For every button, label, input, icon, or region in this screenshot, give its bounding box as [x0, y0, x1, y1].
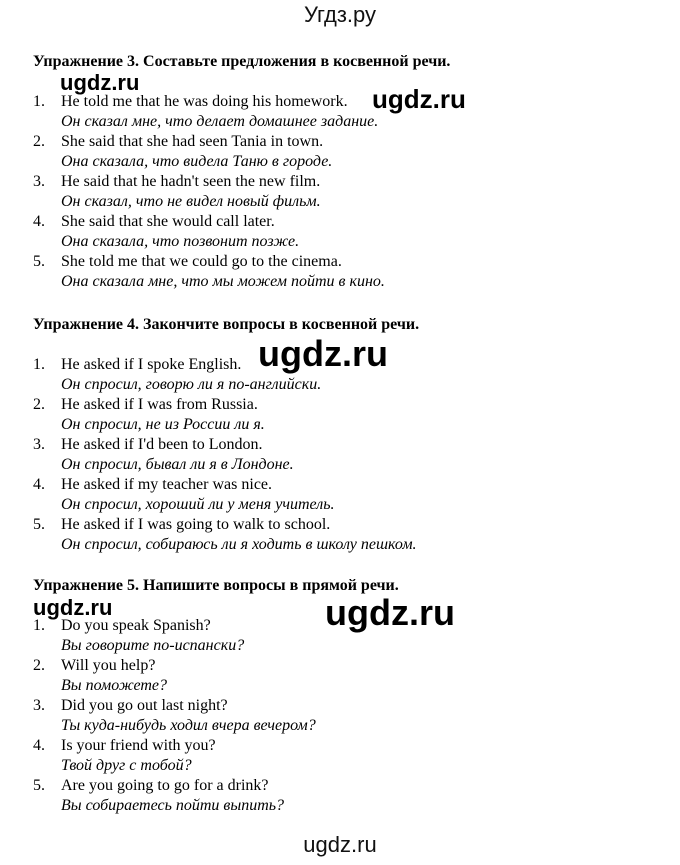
item-number: 3. [33, 173, 45, 190]
exercise-3 [33, 52, 653, 72]
russian-translation: Он сказал, что не видел новый фильм. [61, 193, 321, 210]
russian-translation: Она сказала мне, что мы можем пойти в кино. [61, 273, 385, 290]
list-item [33, 172, 653, 212]
item-number: 1. [33, 93, 45, 110]
russian-translation: Он сказал мне, что делает домашнее задание. [61, 113, 379, 130]
english-sentence: She said that she had seen Tania in town. [61, 133, 324, 150]
list-item [33, 92, 653, 132]
item-number: 1. [33, 617, 45, 634]
russian-translation: Вы говорите по-испански? [61, 637, 245, 654]
item-number: 3. [33, 436, 45, 453]
russian-translation: Он спросил, не из России ли я. [61, 416, 265, 433]
russian-translation: Вы собираетесь пойти выпить? [61, 797, 285, 814]
english-sentence: He told me that he was doing his homework. [61, 93, 348, 110]
english-sentence: Do you speak Spanish? [61, 617, 211, 634]
english-sentence: She said that she would call later. [61, 213, 275, 230]
item-number: 4. [33, 476, 45, 493]
list-item [33, 515, 653, 555]
exercise-4 [33, 315, 653, 335]
watermark: ugdz.ru [33, 595, 113, 620]
exercise-4-items [33, 355, 653, 555]
exercise-title: Упражнение 4. Закончите вопросы в косвенной речи. [33, 316, 420, 333]
watermark: ugdz.ru [325, 592, 455, 633]
item-number: 3. [33, 697, 45, 714]
item-number: 5. [33, 253, 45, 270]
english-sentence: Is your friend with you? [61, 737, 216, 754]
list-item [33, 475, 653, 515]
item-number: 2. [33, 396, 45, 413]
russian-translation: Твой друг с тобой? [61, 757, 192, 774]
list-item [33, 696, 653, 736]
russian-translation: Ты куда-нибудь ходил вчера вечером? [61, 717, 316, 734]
exercise-3-items [33, 92, 653, 292]
watermark: ugdz.ru [60, 70, 140, 95]
item-number: 4. [33, 737, 45, 754]
list-item [33, 252, 653, 292]
russian-translation: Он спросил, бывал ли я в Лондоне. [61, 456, 294, 473]
list-item [33, 132, 653, 172]
russian-translation: Она сказала, что видела Таню в городе. [61, 153, 333, 170]
exercise-title: Упражнение 5. Напишите вопросы в прямой речи. [33, 577, 399, 594]
english-sentence: Are you going to go for a drink? [61, 777, 269, 794]
list-item [33, 212, 653, 252]
english-sentence: He asked if I was from Russia. [61, 396, 258, 413]
site-footer: ugdz.ru [303, 832, 377, 857]
russian-translation: Вы поможете? [61, 677, 168, 694]
russian-translation: Он спросил, собираюсь ли я ходить в школу пешком. [61, 536, 417, 553]
exercise-5-items [33, 616, 653, 816]
item-number: 2. [33, 657, 45, 674]
russian-translation: Он спросил, хороший ли у меня учитель. [61, 496, 335, 513]
list-item [33, 776, 653, 816]
item-number: 5. [33, 516, 45, 533]
item-number: 5. [33, 777, 45, 794]
watermark: ugdz.ru [372, 84, 466, 114]
english-sentence: He asked if I'd been to London. [61, 436, 263, 453]
english-sentence: Will you help? [61, 657, 156, 674]
english-sentence: He asked if I was going to walk to school. [61, 516, 331, 533]
english-sentence: He asked if I spoke English. [61, 356, 242, 373]
english-sentence: He asked if my teacher was nice. [61, 476, 273, 493]
list-item [33, 736, 653, 776]
russian-translation: Она сказала, что позвонит позже. [61, 233, 300, 250]
item-number: 1. [33, 356, 45, 373]
item-number: 2. [33, 133, 45, 150]
watermark: ugdz.ru [258, 333, 388, 374]
english-sentence: She told me that we could go to the cinema. [61, 253, 342, 270]
list-item [33, 395, 653, 435]
english-sentence: Did you go out last night? [61, 697, 228, 714]
english-sentence: He said that he hadn't seen the new film. [61, 173, 321, 190]
list-item [33, 656, 653, 696]
item-number: 4. [33, 213, 45, 230]
russian-translation: Он спросил, говорю ли я по-английски. [61, 376, 322, 393]
exercise-title: Упражнение 3. Составьте предложения в косвенной речи. [33, 53, 451, 70]
site-header: Угдз.ру [303, 2, 377, 27]
list-item [33, 435, 653, 475]
